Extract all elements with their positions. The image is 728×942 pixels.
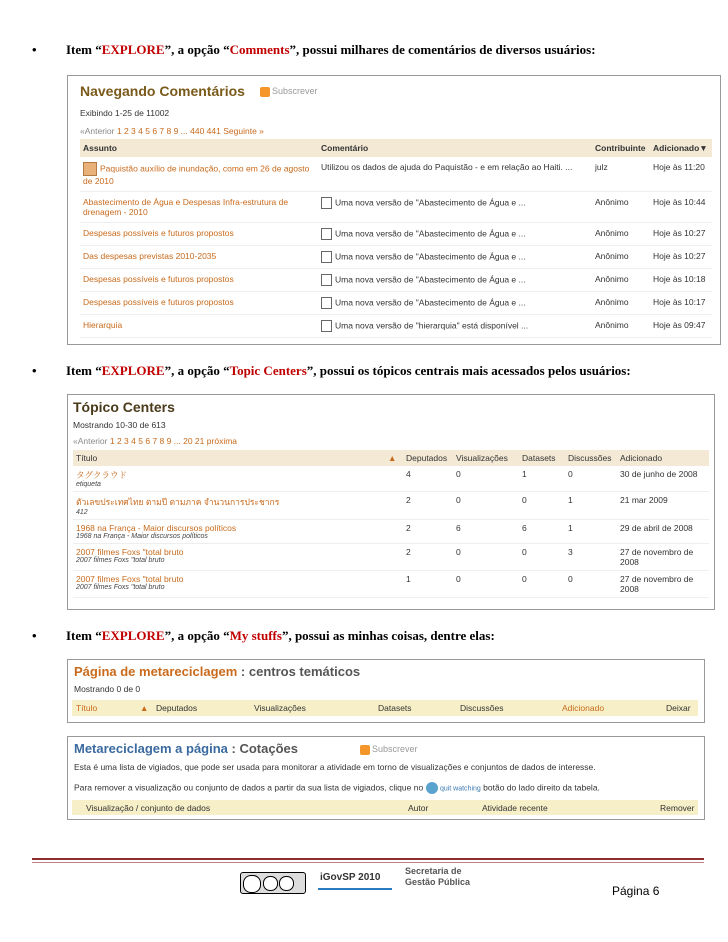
col-title[interactable]: Título xyxy=(76,703,98,713)
comments-pagination[interactable]: «Anterior 1 2 3 4 5 6 7 8 9 ... 440 441 Seguinte » xyxy=(80,126,264,136)
mystuff2-heading: Metareciclagem a página : Cotações xyxy=(74,741,298,756)
document-icon xyxy=(321,197,332,209)
footer-divider xyxy=(32,858,704,860)
col-deputies[interactable]: Deputados xyxy=(156,703,198,713)
table-row: Hierarquia Uma nova versão de "hierarquia" está disponível ... Anônimo Hoje às 09:47 xyxy=(80,315,712,338)
sort-asc-icon[interactable]: ▲ xyxy=(385,450,403,466)
col-views[interactable]: Visualizações xyxy=(254,703,306,713)
comments-title: Navegando Comentários xyxy=(80,83,245,99)
table-row: Despesas possíveis e futuros propostos Uma nova versão de "Abastecimento de Água e ... Anônimo Hoje às 10:18 xyxy=(80,269,712,292)
document-icon xyxy=(321,251,332,263)
bullet-text: Item “EXPLORE”, a opção “Topic Centers”, possui os tópicos centrais mais acessados pelos usuários: xyxy=(66,363,631,378)
comments-showing: Exibindo 1-25 de 11002 xyxy=(80,108,170,118)
table-row: 1968 na França - Maior discursos políticos 1968 na França - Maior discursos políticos 2 6 6 1 29 de abril de 2008 xyxy=(73,520,709,544)
bullet-dot: • xyxy=(32,363,37,378)
col-comment[interactable]: Comentário xyxy=(318,139,592,157)
subscribe-link[interactable]: Subscrever xyxy=(360,744,418,755)
pin-icon xyxy=(83,162,97,176)
topics-showing: Mostrando 10-30 de 613 xyxy=(73,420,166,430)
table-row: Paquistão auxílio de inundação, como em 26 de agosto de 2010 Utilizou os dados de ajuda do Paquistão - e em relação ao Haiti. ... julz Hoje às 11:20 xyxy=(80,157,712,192)
rss-icon xyxy=(360,745,370,755)
topics-pagination[interactable]: «Anterior 1 2 3 4 5 6 7 8 9 ... 20 21 próxima xyxy=(73,436,238,446)
col-added[interactable]: Adicionado xyxy=(562,703,605,713)
bullet-text: Item “EXPLORE”, a opção “My stuffs”, possui as minhas coisas, dentre elas: xyxy=(66,628,495,643)
col-datasets[interactable]: Datasets xyxy=(378,703,412,713)
col-author[interactable]: Autor xyxy=(408,803,429,813)
col-leave[interactable]: Deixar xyxy=(666,703,691,713)
topic-centers-screenshot xyxy=(67,394,715,610)
col-deputies[interactable]: Deputados xyxy=(403,450,453,466)
col-visualization[interactable]: Visualização / conjunto de dados xyxy=(86,803,211,813)
sort-asc-icon[interactable]: ▲ xyxy=(140,703,149,713)
table-row: ตัวเลขประเทศไทย ตามปี ตามภาค จำนวนการประชากร 412 2 0 0 1 21 mar 2009 xyxy=(73,492,709,520)
col-title[interactable]: Título xyxy=(73,450,385,466)
rss-icon xyxy=(260,87,270,97)
creative-commons-logo xyxy=(240,872,306,894)
table-row: 2007 filmes Foxs "total bruto 2007 filmes Foxs "total bruto 2 0 0 3 27 de novembro de 2008 xyxy=(73,544,709,571)
quit-watching-icon[interactable] xyxy=(426,782,438,794)
mystuff1-header-bar xyxy=(72,700,698,716)
comments-screenshot xyxy=(67,75,721,345)
my-stuffs-quotes-screenshot xyxy=(67,736,705,820)
igovsp-logo: iGovSP 2010 xyxy=(320,872,381,883)
bullet-text: Item “EXPLORE”, a opção “Comments”, possui milhares de comentários de diversos usuários: xyxy=(66,42,596,57)
igovsp-underline xyxy=(318,888,392,890)
col-datasets[interactable]: Datasets xyxy=(519,450,565,466)
table-row: Abastecimento de Água e Despesas Infra-estrutura de drenagem - 2010 Uma nova versão de "Abastecimento de Água e ... Anônimo Hoje às 10:44 xyxy=(80,192,712,223)
bullet-dot: • xyxy=(32,628,37,643)
footer-divider-thin xyxy=(32,862,704,863)
topics-table xyxy=(73,450,709,598)
col-added[interactable]: Adicionado xyxy=(617,450,709,466)
col-added[interactable]: Adicionado▼ xyxy=(650,139,712,157)
my-stuffs-topic-centers-screenshot xyxy=(67,659,705,723)
table-row: Das despesas previstas 2010-2035 Uma nova versão de "Abastecimento de Água e ... Anônimo Hoje às 10:27 xyxy=(80,246,712,269)
mystuff2-header-bar xyxy=(72,800,698,815)
topics-title: Tópico Centers xyxy=(73,399,175,415)
comments-table xyxy=(80,139,712,338)
subscribe-link[interactable]: Subscrever xyxy=(260,86,318,97)
mystuff2-remove-text: Para remover a visualização ou conjunto de dados a partir da sua lista de vigiados, clique no quit watching botão do lado direito da tabela. xyxy=(74,782,600,793)
page-number: Página 6 xyxy=(612,884,660,898)
mystuff1-heading: Página de metareciclagem : centros temáticos xyxy=(74,664,361,679)
bullet-dot: • xyxy=(32,42,37,57)
table-row: Despesas possíveis e futuros propostos Uma nova versão de "Abastecimento de Água e ... Anônimo Hoje às 10:17 xyxy=(80,292,712,315)
mystuff2-description: Esta é uma lista de vigiados, que pode ser usada para monitorar a atividade em torno de visualizações e conjuntos de dados de interesse. xyxy=(74,762,596,772)
quit-watching-button[interactable]: quit watching xyxy=(439,785,481,793)
table-row: Despesas possíveis e futuros propostos Uma nova versão de "Abastecimento de Água e ... Anônimo Hoje às 10:27 xyxy=(80,223,712,246)
col-views[interactable]: Visualizações xyxy=(453,450,519,466)
document-icon xyxy=(321,228,332,240)
col-subject[interactable]: Assunto xyxy=(80,139,318,157)
mystuff1-showing: Mostrando 0 de 0 xyxy=(74,684,141,694)
secretaria-logo: Secretaria de Gestão Pública xyxy=(405,866,471,887)
col-discussions[interactable]: Discussões xyxy=(565,450,617,466)
col-recent-activity[interactable]: Atividade recente xyxy=(482,803,548,813)
col-contributor[interactable]: Contribuinte xyxy=(592,139,650,157)
table-row: 2007 filmes Foxs "total bruto 2007 filmes Foxs "total bruto 1 0 0 0 27 de novembro de 2008 xyxy=(73,571,709,598)
table-row: タグクラウド etiqueta 4 0 1 0 30 de junho de 2008 xyxy=(73,466,709,492)
document-icon xyxy=(321,320,332,332)
col-discussions[interactable]: Discussões xyxy=(460,703,504,713)
document-icon xyxy=(321,274,332,286)
document-icon xyxy=(321,297,332,309)
col-remove[interactable]: Remover xyxy=(660,803,695,813)
